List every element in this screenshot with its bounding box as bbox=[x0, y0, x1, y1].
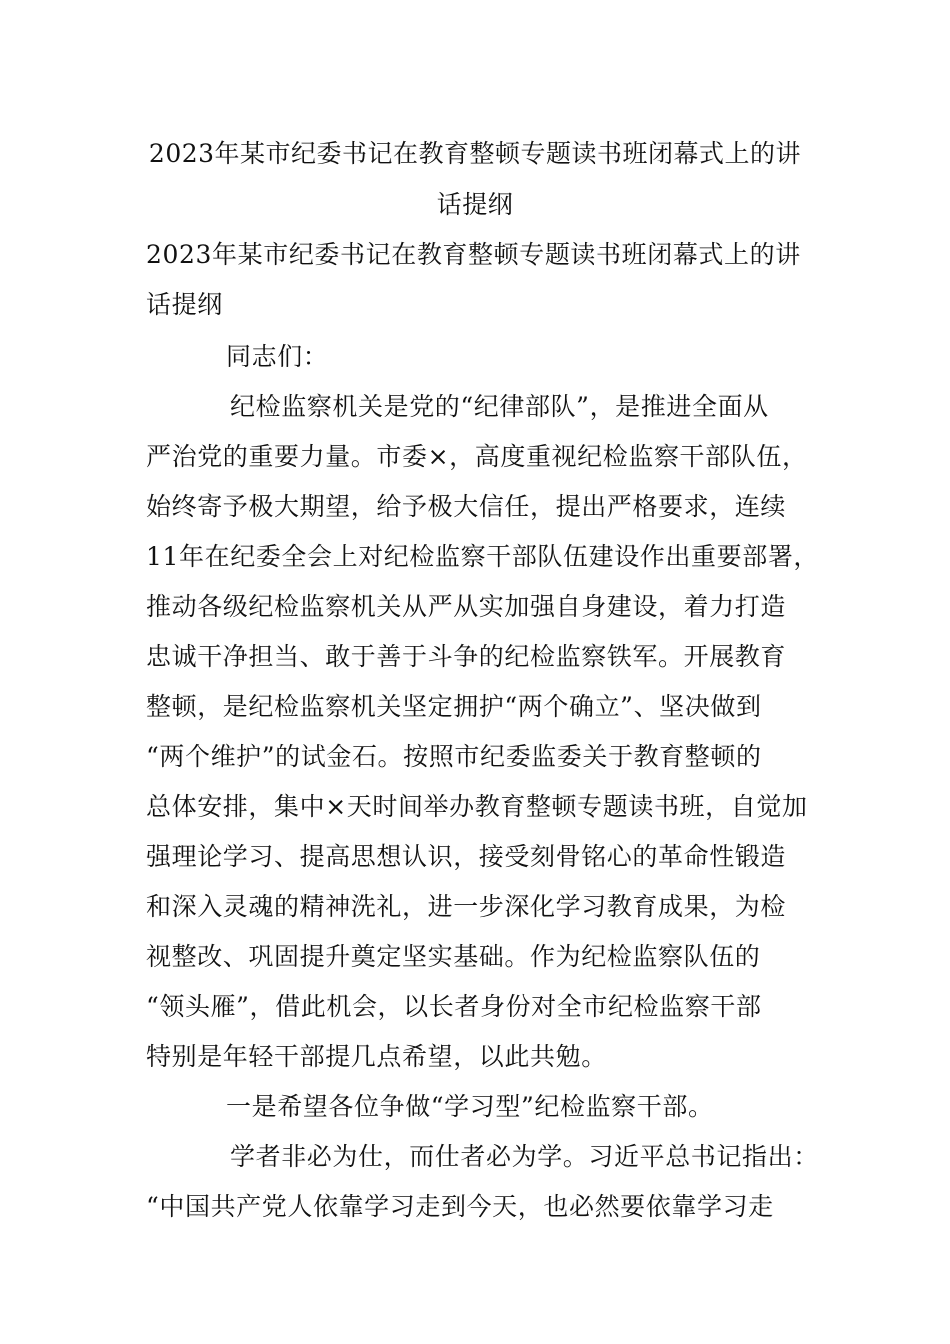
paragraph-line: 特别是年轻干部提几点希望，以此共勉。 bbox=[146, 1042, 607, 1071]
paragraph-line: 强理论学习、提高思想认识，接受刻骨铭心的革命性锻造 bbox=[146, 842, 787, 871]
paragraph-line: “两个维护”的试金石。按照市纪委监委关于教育整顿的 bbox=[146, 742, 762, 771]
paragraph-line: 学者非必为仕，而仕者必为学。习近平总书记指出： bbox=[230, 1142, 819, 1171]
section-heading: 一是希望各位争做“学习型”纪检监察干部。 bbox=[226, 1092, 714, 1121]
paragraph-line: “领头雁”，借此机会，以长者身份对全市纪检监察干部 bbox=[146, 992, 762, 1021]
paragraph-line: “中国共产党人依靠学习走到今天，也必然要依靠学习走 bbox=[146, 1192, 774, 1221]
paragraph-line: 视整改、巩固提升奠定坚实基础。作为纪检监察队伍的 bbox=[146, 942, 761, 971]
paragraph-line: 纪检监察机关是党的“纪律部队”，是推进全面从 bbox=[230, 392, 769, 421]
paragraph-line: 推动各级纪检监察机关从严从实加强自身建设，着力打造 bbox=[146, 592, 787, 621]
paragraph-line: 忠诚干净担当、敢于善于斗争的纪检监察铁军。开展教育 bbox=[146, 642, 787, 671]
paragraph-line: 总体安排，集中×天时间举办教育整顿专题读书班，自觉加 bbox=[146, 792, 808, 821]
subtitle-line-2: 话提纲 bbox=[146, 290, 223, 319]
paragraph-line: 11年在纪委全会上对纪检监察干部队伍建设作出重要部署， bbox=[146, 542, 820, 571]
greeting: 同志们： bbox=[226, 342, 329, 371]
paragraph-line: 整顿，是纪检监察机关坚定拥护“两个确立”、坚决做到 bbox=[146, 692, 762, 721]
paragraph-line: 和深入灵魂的精神洗礼，进一步深化学习教育成果，为检 bbox=[146, 892, 787, 921]
paragraph-line: 始终寄予极大期望，给予极大信任，提出严格要求，连续 bbox=[146, 492, 787, 521]
document-title-line-2: 话提纲 bbox=[436, 190, 514, 219]
subtitle-line-1: 2023年某市纪委书记在教育整顿专题读书班闭幕式上的讲 bbox=[146, 240, 801, 269]
paragraph-line: 严治党的重要力量。市委×，高度重视纪检监察干部队伍， bbox=[146, 442, 808, 471]
document-title-line-1: 2023年某市纪委书记在教育整顿专题读书班闭幕式上的讲 bbox=[148, 139, 802, 168]
